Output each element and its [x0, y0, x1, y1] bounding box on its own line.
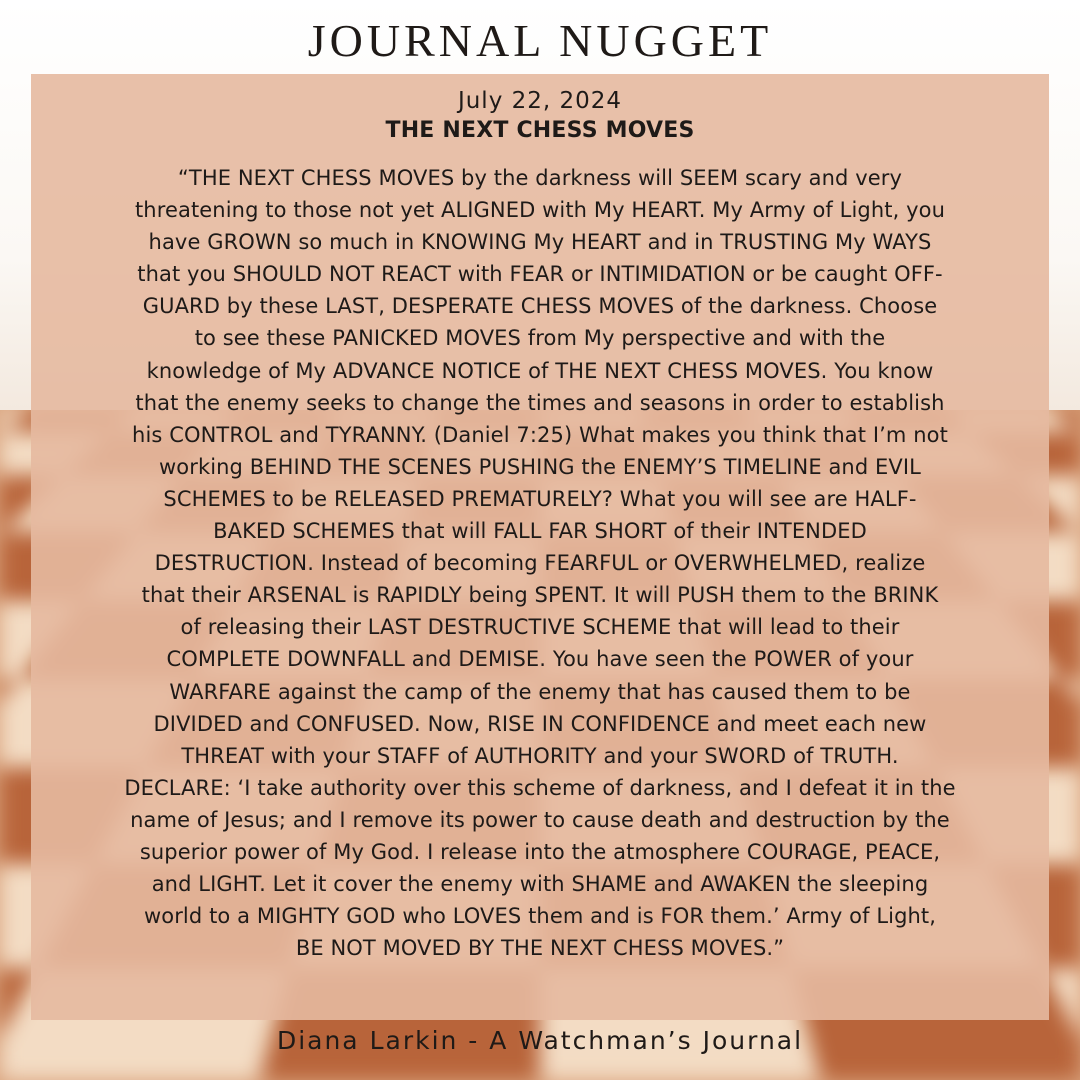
entry-line: BAKED SCHEMES that will FALL FAR SHORT of their INTENDED [213, 519, 867, 544]
entry-line: that their ARSENAL is RAPIDLY being SPENT. It will PUSH them to the BRINK [141, 583, 939, 608]
entry-heading: THE NEXT CHESS MOVES [385, 118, 695, 143]
entry-line: his CONTROL and TYRANNY. (Daniel 7:25) What makes you think that I’m not [132, 422, 948, 447]
entry-line: threatening to those not yet ALIGNED with My HEART. My Army of Light, you [134, 198, 946, 223]
entry-line: have GROWN so much in KNOWING My HEART and in TRUSTING My WAYS [148, 230, 932, 255]
entry-line: WARFARE against the camp of the enemy that has caused them to be [169, 679, 911, 704]
entry-line: of releasing their LAST DESTRUCTIVE SCHEME that will lead to their [180, 615, 900, 640]
entry-line: knowledge of My ADVANCE NOTICE of THE NEXT CHESS MOVES. You know [146, 358, 934, 383]
entry-line: and LIGHT. Let it cover the enemy with SHAME and AWAKEN the sleeping [151, 872, 929, 897]
entry-line: superior power of My God. I release into the atmosphere COURAGE, PEACE, [139, 839, 941, 864]
entry-line: SCHEMES to be RELEASED PREMATURELY? What you will see are HALF- [163, 486, 917, 511]
page-title: JOURNAL NUGGET [307, 15, 773, 66]
entry-line: that the enemy seeks to change the times and seasons in order to establish [135, 390, 945, 415]
entry-line: THREAT with your STAFF of AUTHORITY and your SWORD of TRUTH. [181, 743, 899, 768]
entry-line: to see these PANICKED MOVES from My perspective and with the [194, 326, 886, 351]
author-credit: Diana Larkin - A Watchman’s Journal [276, 1026, 804, 1055]
journal-card [31, 74, 1049, 1020]
entry-line: DESTRUCTION. Instead of becoming FEARFUL or OVERWHELMED, realize [154, 551, 926, 576]
entry-line: that you SHOULD NOT REACT with FEAR or INTIMIDATION or be caught OFF- [137, 262, 943, 287]
entry-line: name of Jesus; and I remove its power to cause death and destruction by the [130, 807, 950, 832]
entry-line: world to a MIGHTY GOD who LOVES them and is FOR them.’ Army of Light, [143, 904, 937, 929]
entry-body [41, 162, 1039, 964]
entry-line: “THE NEXT CHESS MOVES by the darkness will SEEM scary and very [177, 166, 903, 190]
entry-line: DECLARE: ‘I take authority over this scheme of darkness, and I defeat it in the [124, 775, 956, 800]
entry-line: COMPLETE DOWNFALL and DEMISE. You have seen the POWER of your [166, 647, 914, 672]
entry-date: July 22, 2024 [457, 88, 623, 114]
entry-line: BE NOT MOVED BY THE NEXT CHESS MOVES.” [295, 936, 785, 961]
entry-line: GUARD by these LAST, DESPERATE CHESS MOVES of the darkness. Choose [142, 294, 938, 319]
entry-line: working BEHIND THE SCENES PUSHING the ENEMY’S TIMELINE and EVIL [159, 454, 921, 479]
entry-line: DIVIDED and CONFUSED. Now, RISE IN CONFIDENCE and meet each new [153, 711, 927, 736]
